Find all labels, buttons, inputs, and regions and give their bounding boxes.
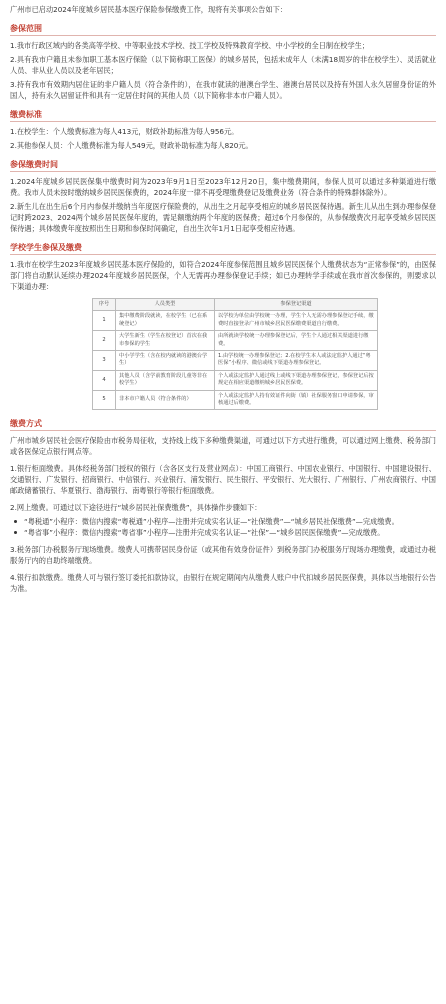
payment-item-1: 1.银行柜面缴费。具体经税务部门授权的银行（含各区支行及营业网点）：中国工商银行、中国农业银行、中国银行、中国建设银行、交通银行、广发银行、招商银行、中信银行、兴业银行、浦发银行、民生银行、平安银行、光大银行、广州银行、广州农商银行、中国邮政储蓄银行、华夏银行、渤海银行、南粤银行等银行柜面缴费。 [10,464,436,496]
section-divider [10,430,436,431]
section-divider [10,121,436,122]
table-cell-seq: 2 [93,331,116,351]
table-cell-type: 集中缴费阶段就读，在校学生（已在系统登记） [116,311,215,331]
scope-item-2: 2.具有我市户籍且未参加职工基本医疗保险（以下简称职工医保）的城乡居民，包括未成年人（未满18周岁的非在校学生）、灵活就业人员、非从业人员以及老年居民； [10,55,436,75]
table-cell-seq: 5 [93,390,116,410]
payment-item-3: 3.税务部门办税服务厅现场缴费。缴费人可携带居民身份证（或其他有效身份证件）到税务部门办税服务厅现场办理缴费，或通过办税服务厅内的自助终端缴费。 [10,545,436,566]
table-row [93,311,378,331]
section-title-period: 参保缴费时间 [10,160,58,169]
period-item-1: 1.2024年度城乡居民医保集中缴费时间为2023年9月1日至2023年12月20日，集中缴费期间，参保人员可以通过多种渠道进行缴费。我市人员未按时缴纳城乡居民医保费的，2024年度一律不再受理缴费登记及缴费业务（符合条件的特殊群体除外）。 [10,177,436,197]
section-divider [10,171,436,172]
table-row [93,370,378,390]
list-item [10,527,436,538]
bullet-text: “粤省事”小程序：微信内搜索“粤省事”小程序—注册并完成实名认证—“社保”—“城乡居民医保缴费”—完成缴费。 [24,528,385,538]
table-cell-seq: 1 [93,311,116,331]
student-registration-table [92,298,378,410]
table-cell-type: 其他人员（含学前教育阶段儿童等非在校学生） [116,370,215,390]
table-cell-channel: 个人或法定监护人通过线上或线下渠道办理参保登记，参保登记后按规定在相应渠道缴纳城乡居民医保费。 [215,370,378,390]
bullet-text: “粤税通”小程序：微信内搜索“粤税通”小程序—注册并完成实名认证—“社保缴费”—“城乡居民社保缴费”—完成缴费。 [24,517,399,527]
school-item-1: 1.我市在校学生2023年度城乡居民基本医疗保险的，如符合2024年度参保范围且城乡居民医保个人缴费状态为“正常参保”的，由医保部门将自动默认延续办理2024年度城乡居民医保，个人无需再办理参保登记手续；如已办理转学手续或在我市首次参保的，则要求以下渠道办理： [10,260,436,291]
payment-lead: 广州市城乡居民社会医疗保险由市税务局征收，支持线上线下多种缴费渠道，可通过以下方式进行缴费，可以通过网上缴费、税务部门或各医保定点银行网点等。 [10,436,436,457]
standard-item-2: 2.其他参保人员：个人缴费标准为每人549元，财政补助标准为每人820元。 [10,141,253,150]
standard-item-1: 1.在校学生：个人缴费标准为每人413元，财政补助标准为每人956元。 [10,127,239,136]
table-cell-channel: 个人或法定监护人持有效证件向街（镇）社保服务窗口申请参保，审核通过后缴费。 [215,390,378,410]
payment-item-2: 2.网上缴费。可通过以下途径进行“城乡居民社保费缴费”，具体操作步骤如下： [10,503,262,513]
table-header-row [93,299,378,311]
payment-bullets [10,516,436,538]
section-divider [10,35,436,36]
period-item-2: 2.新生儿在出生后6个月内参保并缴纳当年度医疗保险费的，从出生之月起享受相应的城乡居民医保待遇。新生儿从出生到办理参保登记时跨2023、2024两个城乡居民医保年度的，需足额缴纳两个年度的医保费；超过6个月参保的，从参保缴费次月起享受城乡居民医保待遇；具体缴费年度按照出生日期和参保时间确定，自出生次年1月1日起享受相应待遇。 [10,202,436,233]
scope-item-1: 1.我市行政区域内的各类高等学校、中等职业技术学校、技工学校及特殊教育学校、中小学校的全日制在校学生； [10,41,370,50]
table-cell-type: 非本市户籍人员（符合条件的） [116,390,215,410]
notice-page [0,4,446,594]
table-row [93,351,378,371]
table-header-type: 人员类型 [116,299,215,311]
section-divider [10,254,436,255]
section-title-payment: 缴费方式 [10,419,42,429]
table-row [93,390,378,410]
table-cell-type: 中小学学生（含在校内就读的港澳台学生） [116,351,215,371]
list-item [10,516,436,527]
scope-item-3: 3.持有我市有效期内居住证的非户籍人员（符合条件的），在我市就读的港澳台学生、港澳台居民以及持有外国人永久居留身份证的外国人，持有永久居留证件和具有一定居住时间的其他人员（以下简称非本市户籍人员）。 [10,80,436,100]
table-cell-channel: 以学校为单位由学校统一办理，学生个人无需办理参保登记手续，缴费时直接登录广州市城乡居民医保缴费渠道自行缴费。 [215,311,378,331]
table-header-channel: 参保登记渠道 [215,299,378,311]
section-title-standard: 缴费标准 [10,110,42,119]
table-cell-seq: 4 [93,370,116,390]
payment-item-4: 4.银行扣款缴费。缴费人可与银行签订委托扣款协议，由银行在规定期间内从缴费人账户中代扣城乡居民医保费，具体以当地银行公告为准。 [10,573,436,594]
table-row [93,331,378,351]
table-header-seq: 序号 [93,299,116,311]
table-cell-channel: 由所就读学校统一办理参保登记后，学生个人通过相关渠道进行缴费。 [215,331,378,351]
table-cell-channel: 1.由学校统一办理参保登记；2.在校学生本人或法定监护人通过“粤医保”小程序、微信或线下渠道办理参保登记。 [215,351,378,371]
bullet-dot-icon [14,520,17,523]
intro-text: 广州市已启动2024年度城乡居民基本医疗保险参保缴费工作，现将有关事项公告如下： [10,5,288,14]
table-cell-type: 大学生新生（学生在校登记）首次在我市参保的学生 [116,331,215,351]
bullet-dot-icon [14,531,17,534]
section-title-school: 学校学生参保及缴费 [10,243,82,252]
table-cell-seq: 3 [93,351,116,371]
section-title-scope: 参保范围 [10,24,42,33]
